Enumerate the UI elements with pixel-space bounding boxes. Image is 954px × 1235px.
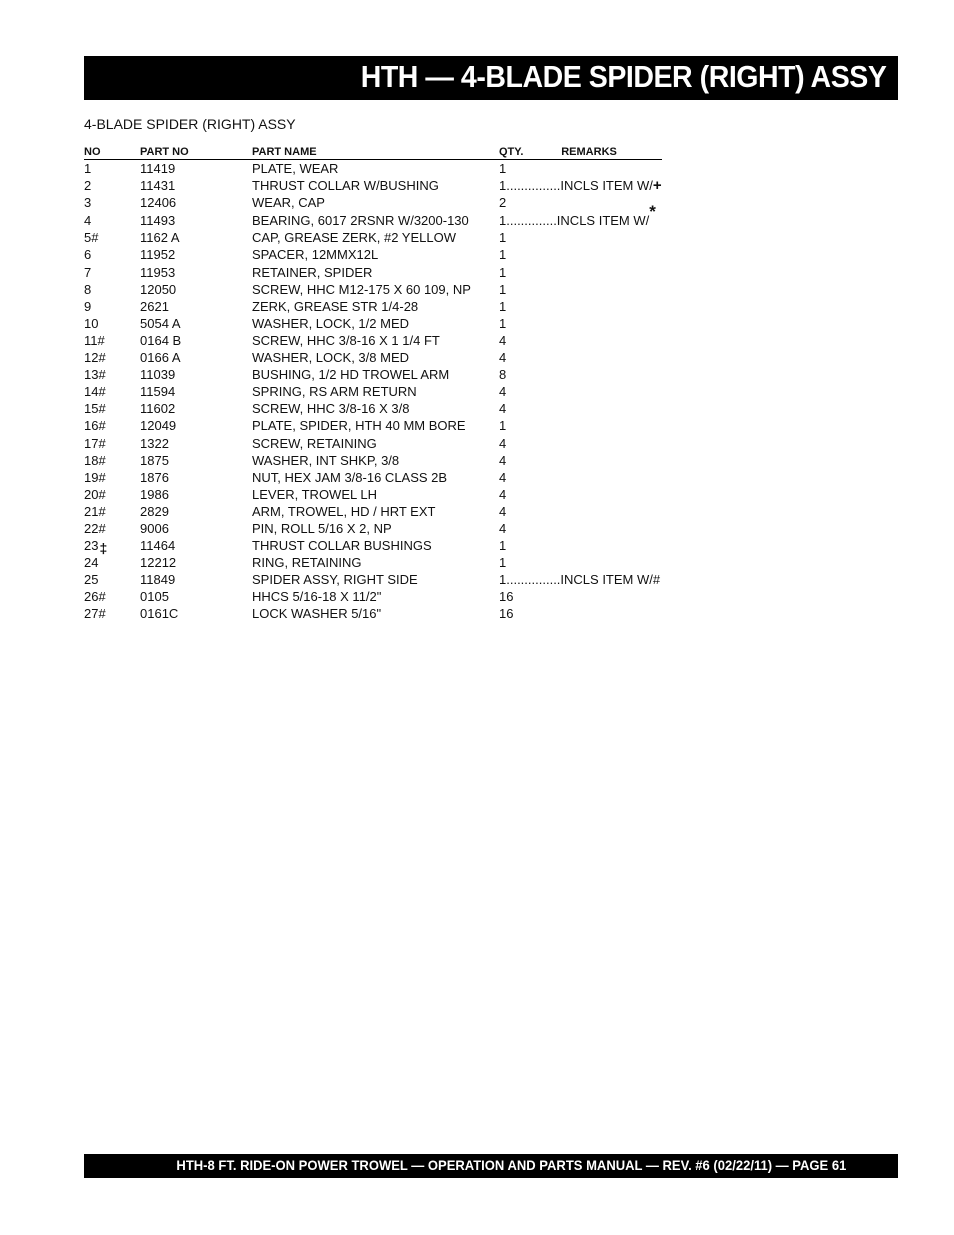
- table-header-row: [84, 144, 662, 160]
- section-title: 4-BLADE SPIDER (RIGHT) ASSY: [84, 116, 296, 132]
- table-row: [84, 486, 662, 503]
- table-row: [84, 554, 662, 571]
- qty-value: 1: [499, 213, 507, 229]
- cell-no: [84, 315, 140, 332]
- cell-part-name: WASHER, LOCK, 1/2 MED: [252, 315, 409, 331]
- cell-part-name: WEAR, CAP: [252, 195, 325, 211]
- page-title: HTH — 4-BLADE SPIDER (RIGHT) ASSY: [360, 59, 886, 94]
- qty-value: 1: [499, 538, 507, 554]
- qty-value: 4: [499, 520, 507, 536]
- column-header-no: NO: [84, 144, 140, 160]
- asterisk-symbol: *: [649, 202, 656, 222]
- item-number: 24: [84, 555, 99, 571]
- cell-no: [84, 503, 140, 520]
- qty-value: 1: [499, 161, 507, 176]
- cell-no: [84, 298, 140, 315]
- table-row: [84, 400, 662, 417]
- page-title-bar: [84, 56, 898, 100]
- column-header-qty: QTY.: [499, 144, 561, 160]
- cell-no: [84, 588, 140, 605]
- cell-qty-remarks: [499, 332, 662, 349]
- item-number: 4: [84, 212, 92, 228]
- cell-no: [84, 264, 140, 281]
- qty-value: 1: [499, 572, 507, 588]
- cell-qty-remarks: [499, 605, 662, 622]
- cell-part-name: THRUST COLLAR BUSHINGS: [252, 538, 432, 554]
- cell-qty-remarks: [499, 383, 662, 400]
- table-row: [84, 246, 662, 263]
- cell-part-no: 1986: [140, 486, 169, 502]
- cell-no: [84, 246, 140, 263]
- cell-part-no: 12212: [140, 555, 177, 571]
- cell-part-name: RING, RETAINING: [252, 555, 362, 571]
- cell-part-name: BEARING, 6017 2RSNR W/3200-130: [252, 212, 469, 228]
- item-number: 21#: [84, 503, 106, 519]
- cell-qty-remarks: [499, 520, 662, 537]
- cell-part-no: 12406: [140, 195, 177, 211]
- qty-value: 1: [499, 555, 507, 571]
- cell-qty-remarks: [499, 588, 662, 605]
- table-row: [84, 571, 662, 588]
- table-row: [84, 315, 662, 332]
- cell-no: [84, 417, 140, 434]
- qty-value: 8: [499, 367, 507, 383]
- cell-no: [84, 605, 140, 622]
- cell-part-no: 11952: [140, 247, 176, 263]
- table-row: [84, 366, 662, 383]
- cell-no: [84, 177, 140, 194]
- qty-value: 1: [499, 315, 507, 331]
- qty-value: 4: [499, 503, 507, 519]
- cell-qty-remarks: [499, 202, 662, 229]
- cell-no: [84, 349, 140, 366]
- cell-part-no: 11419: [140, 161, 176, 176]
- item-number: 3: [84, 195, 92, 211]
- cell-part-no: 0161C: [140, 606, 179, 622]
- item-number: 5#: [84, 230, 99, 246]
- cell-qty-remarks: [499, 486, 662, 503]
- table-row: [84, 298, 662, 315]
- cell-no: [84, 211, 140, 229]
- qty-value: 16: [499, 606, 514, 622]
- column-header-part-name: PART NAME: [252, 144, 499, 160]
- qty-value: 1: [499, 230, 507, 246]
- table-row: [84, 281, 662, 298]
- cell-part-name: PLATE, WEAR: [252, 161, 339, 176]
- table-row: [84, 177, 662, 194]
- cell-part-name: LEVER, TROWEL LH: [252, 486, 377, 502]
- item-number: 15#: [84, 401, 106, 417]
- item-number: 25: [84, 572, 99, 588]
- item-number: 13#: [84, 367, 106, 383]
- cell-part-name: SCREW, HHC M12-175 X 60 109, NP: [252, 281, 471, 297]
- cell-qty-remarks: [499, 315, 662, 332]
- cell-part-name: ZERK, GREASE STR 1/4-28: [252, 298, 419, 314]
- parts-table-body: [84, 160, 662, 623]
- cell-part-name: RETAINER, SPIDER: [252, 264, 373, 280]
- cell-qty-remarks: [499, 298, 662, 315]
- table-row: [84, 588, 662, 605]
- cell-part-name: WASHER, LOCK, 3/8 MED: [252, 350, 409, 366]
- cell-part-name: HHCS 5/16-18 X 11/2": [252, 589, 382, 605]
- cell-part-no: 12049: [140, 418, 177, 434]
- column-header-remarks: REMARKS: [561, 144, 661, 160]
- qty-value: 4: [499, 401, 507, 417]
- cell-part-name: SCREW, HHC 3/8-16 X 3/8: [252, 401, 410, 417]
- cell-part-name: BUSHING, 1/2 HD TROWEL ARM: [252, 367, 450, 383]
- cell-part-no: 0166 A: [140, 350, 181, 366]
- cell-qty-remarks: [499, 503, 662, 520]
- cell-part-no: 5054 A: [140, 315, 181, 331]
- table-row: [84, 503, 662, 520]
- table-row: [84, 194, 662, 211]
- table-row: [84, 537, 662, 554]
- qty-value: 4: [499, 384, 507, 400]
- qty-value: 1: [499, 178, 507, 194]
- cell-part-no: 11493: [140, 212, 176, 228]
- item-number: 23: [84, 538, 99, 554]
- cell-no: [84, 383, 140, 400]
- item-number: 22#: [84, 520, 106, 536]
- table-row: [84, 435, 662, 452]
- cell-qty-remarks: [499, 366, 662, 383]
- cell-no: [84, 229, 140, 246]
- plus-symbol: +: [652, 177, 662, 195]
- cell-part-name: ARM, TROWEL, HD / HRT EXT: [252, 503, 436, 519]
- cell-no: [84, 571, 140, 588]
- item-number: 27#: [84, 606, 106, 622]
- table-row: [84, 160, 662, 178]
- cell-part-name: SCREW, RETAINING: [252, 435, 377, 451]
- cell-qty-remarks: [499, 349, 662, 366]
- cell-qty-remarks: [499, 229, 662, 246]
- qty-value: 1: [499, 264, 507, 280]
- cell-no: [84, 160, 140, 178]
- item-number: 6: [84, 247, 92, 263]
- cell-part-name: WASHER, INT SHKP, 3/8: [252, 452, 400, 468]
- column-header-part-no: PART NO: [140, 144, 252, 160]
- cell-part-name: THRUST COLLAR W/BUSHING: [252, 178, 439, 194]
- cell-part-name: CAP, GREASE ZERK, #2 YELLOW: [252, 230, 456, 246]
- cell-qty-remarks: [499, 400, 662, 417]
- cell-no: [84, 452, 140, 469]
- cell-part-no: 11953: [140, 264, 176, 280]
- cell-qty-remarks: [499, 571, 662, 588]
- qty-value: 1: [499, 247, 507, 263]
- item-number: 16#: [84, 418, 106, 434]
- table-row: [84, 211, 662, 229]
- remarks-value: ...............INCLS ITEM W/: [506, 178, 653, 194]
- cell-part-name: NUT, HEX JAM 3/8-16 CLASS 2B: [252, 469, 448, 485]
- cell-qty-remarks: [499, 177, 662, 194]
- cell-part-name: LOCK WASHER 5/16": [252, 606, 382, 622]
- item-number: 18#: [84, 452, 106, 468]
- cell-qty-remarks: [499, 246, 662, 263]
- qty-value: 16: [499, 589, 514, 605]
- cell-qty-remarks: [499, 452, 662, 469]
- cell-part-no: 11594: [140, 384, 176, 400]
- qty-value: 1: [499, 418, 507, 434]
- cell-qty-remarks: [499, 469, 662, 486]
- table-row: [84, 469, 662, 486]
- cell-qty-remarks: [499, 194, 662, 211]
- cell-part-no: 1322: [140, 435, 169, 451]
- item-number: 2: [84, 178, 92, 194]
- cell-no: [84, 435, 140, 452]
- item-number: 19#: [84, 469, 106, 485]
- cell-part-name: SCREW, HHC 3/8-16 X 1 1/4 FT: [252, 332, 440, 348]
- qty-value: 4: [499, 435, 507, 451]
- table-row: [84, 229, 662, 246]
- qty-value: 4: [499, 452, 507, 468]
- cell-part-name: SPIDER ASSY, RIGHT SIDE: [252, 572, 418, 588]
- cell-part-no: 0105: [140, 589, 169, 605]
- cell-no: [84, 366, 140, 383]
- table-row: [84, 264, 662, 281]
- item-number: 11#: [84, 332, 105, 348]
- item-number: 17#: [84, 435, 106, 451]
- item-number: 8: [84, 281, 92, 297]
- cell-part-no: 12050: [140, 281, 177, 297]
- qty-value: 4: [499, 350, 507, 366]
- table-row: [84, 417, 662, 434]
- parts-table: [84, 144, 662, 623]
- cell-no: [84, 400, 140, 417]
- table-row: [84, 349, 662, 366]
- qty-value: 4: [499, 486, 507, 502]
- table-row: [84, 383, 662, 400]
- footer-text: HTH-8 FT. RIDE-ON POWER TROWEL — OPERATION AND PARTS MANUAL — REV. #6 (02/22/11) — PAGE 61: [176, 1157, 846, 1173]
- qty-value: 1: [499, 281, 507, 297]
- item-number: 26#: [84, 589, 106, 605]
- cell-part-no: 11039: [140, 367, 176, 383]
- cell-no: [84, 554, 140, 571]
- cell-part-name: SPRING, RS ARM RETURN: [252, 384, 417, 400]
- item-number: 14#: [84, 384, 106, 400]
- footer-bar: [84, 1154, 898, 1178]
- item-number: 10: [84, 315, 99, 331]
- cell-no: [84, 281, 140, 298]
- cell-part-no: 2621: [140, 298, 169, 314]
- cell-part-no: 1876: [140, 469, 169, 485]
- cell-qty-remarks: [499, 281, 662, 298]
- cell-qty-remarks: [499, 264, 662, 281]
- cell-qty-remarks: [499, 160, 662, 178]
- item-number: 12#: [84, 350, 106, 366]
- table-row: [84, 452, 662, 469]
- cell-part-no: 11431: [140, 178, 176, 194]
- double-dagger-symbol: ‡: [99, 540, 108, 557]
- table-row: [84, 605, 662, 622]
- cell-no: [84, 469, 140, 486]
- cell-qty-remarks: [499, 537, 662, 554]
- cell-part-name: SPACER, 12MMX12L: [252, 247, 379, 263]
- cell-part-no: 0164 B: [140, 332, 182, 348]
- cell-no: [84, 332, 140, 349]
- cell-part-no: 2829: [140, 503, 169, 519]
- cell-part-no: 9006: [140, 520, 169, 536]
- cell-part-no: 11464: [140, 538, 176, 554]
- item-number: 20#: [84, 486, 106, 502]
- cell-qty-remarks: [499, 554, 662, 571]
- cell-part-name: PIN, ROLL 5/16 X 2, NP: [252, 520, 392, 536]
- qty-value: 4: [499, 469, 507, 485]
- cell-part-no: 1162 A: [140, 230, 180, 246]
- cell-qty-remarks: [499, 435, 662, 452]
- cell-no: [84, 537, 140, 557]
- qty-value: 4: [499, 332, 507, 348]
- cell-part-no: 11602: [140, 401, 176, 417]
- table-row: [84, 520, 662, 537]
- remarks-value: ..............INCLS ITEM W/: [506, 213, 650, 229]
- cell-no: [84, 194, 140, 211]
- cell-no: [84, 520, 140, 537]
- cell-no: [84, 486, 140, 503]
- cell-qty-remarks: [499, 417, 662, 434]
- cell-part-no: 1875: [140, 452, 169, 468]
- table-row: [84, 332, 662, 349]
- cell-part-no: 11849: [140, 572, 176, 588]
- item-number: 7: [84, 264, 92, 280]
- qty-value: 1: [499, 298, 507, 314]
- remarks-value: ...............INCLS ITEM W/#: [506, 572, 661, 588]
- item-number: 9: [84, 298, 92, 314]
- cell-part-name: PLATE, SPIDER, HTH 40 MM BORE: [252, 418, 466, 434]
- item-number: 1: [84, 161, 92, 176]
- qty-value: 2: [499, 195, 507, 211]
